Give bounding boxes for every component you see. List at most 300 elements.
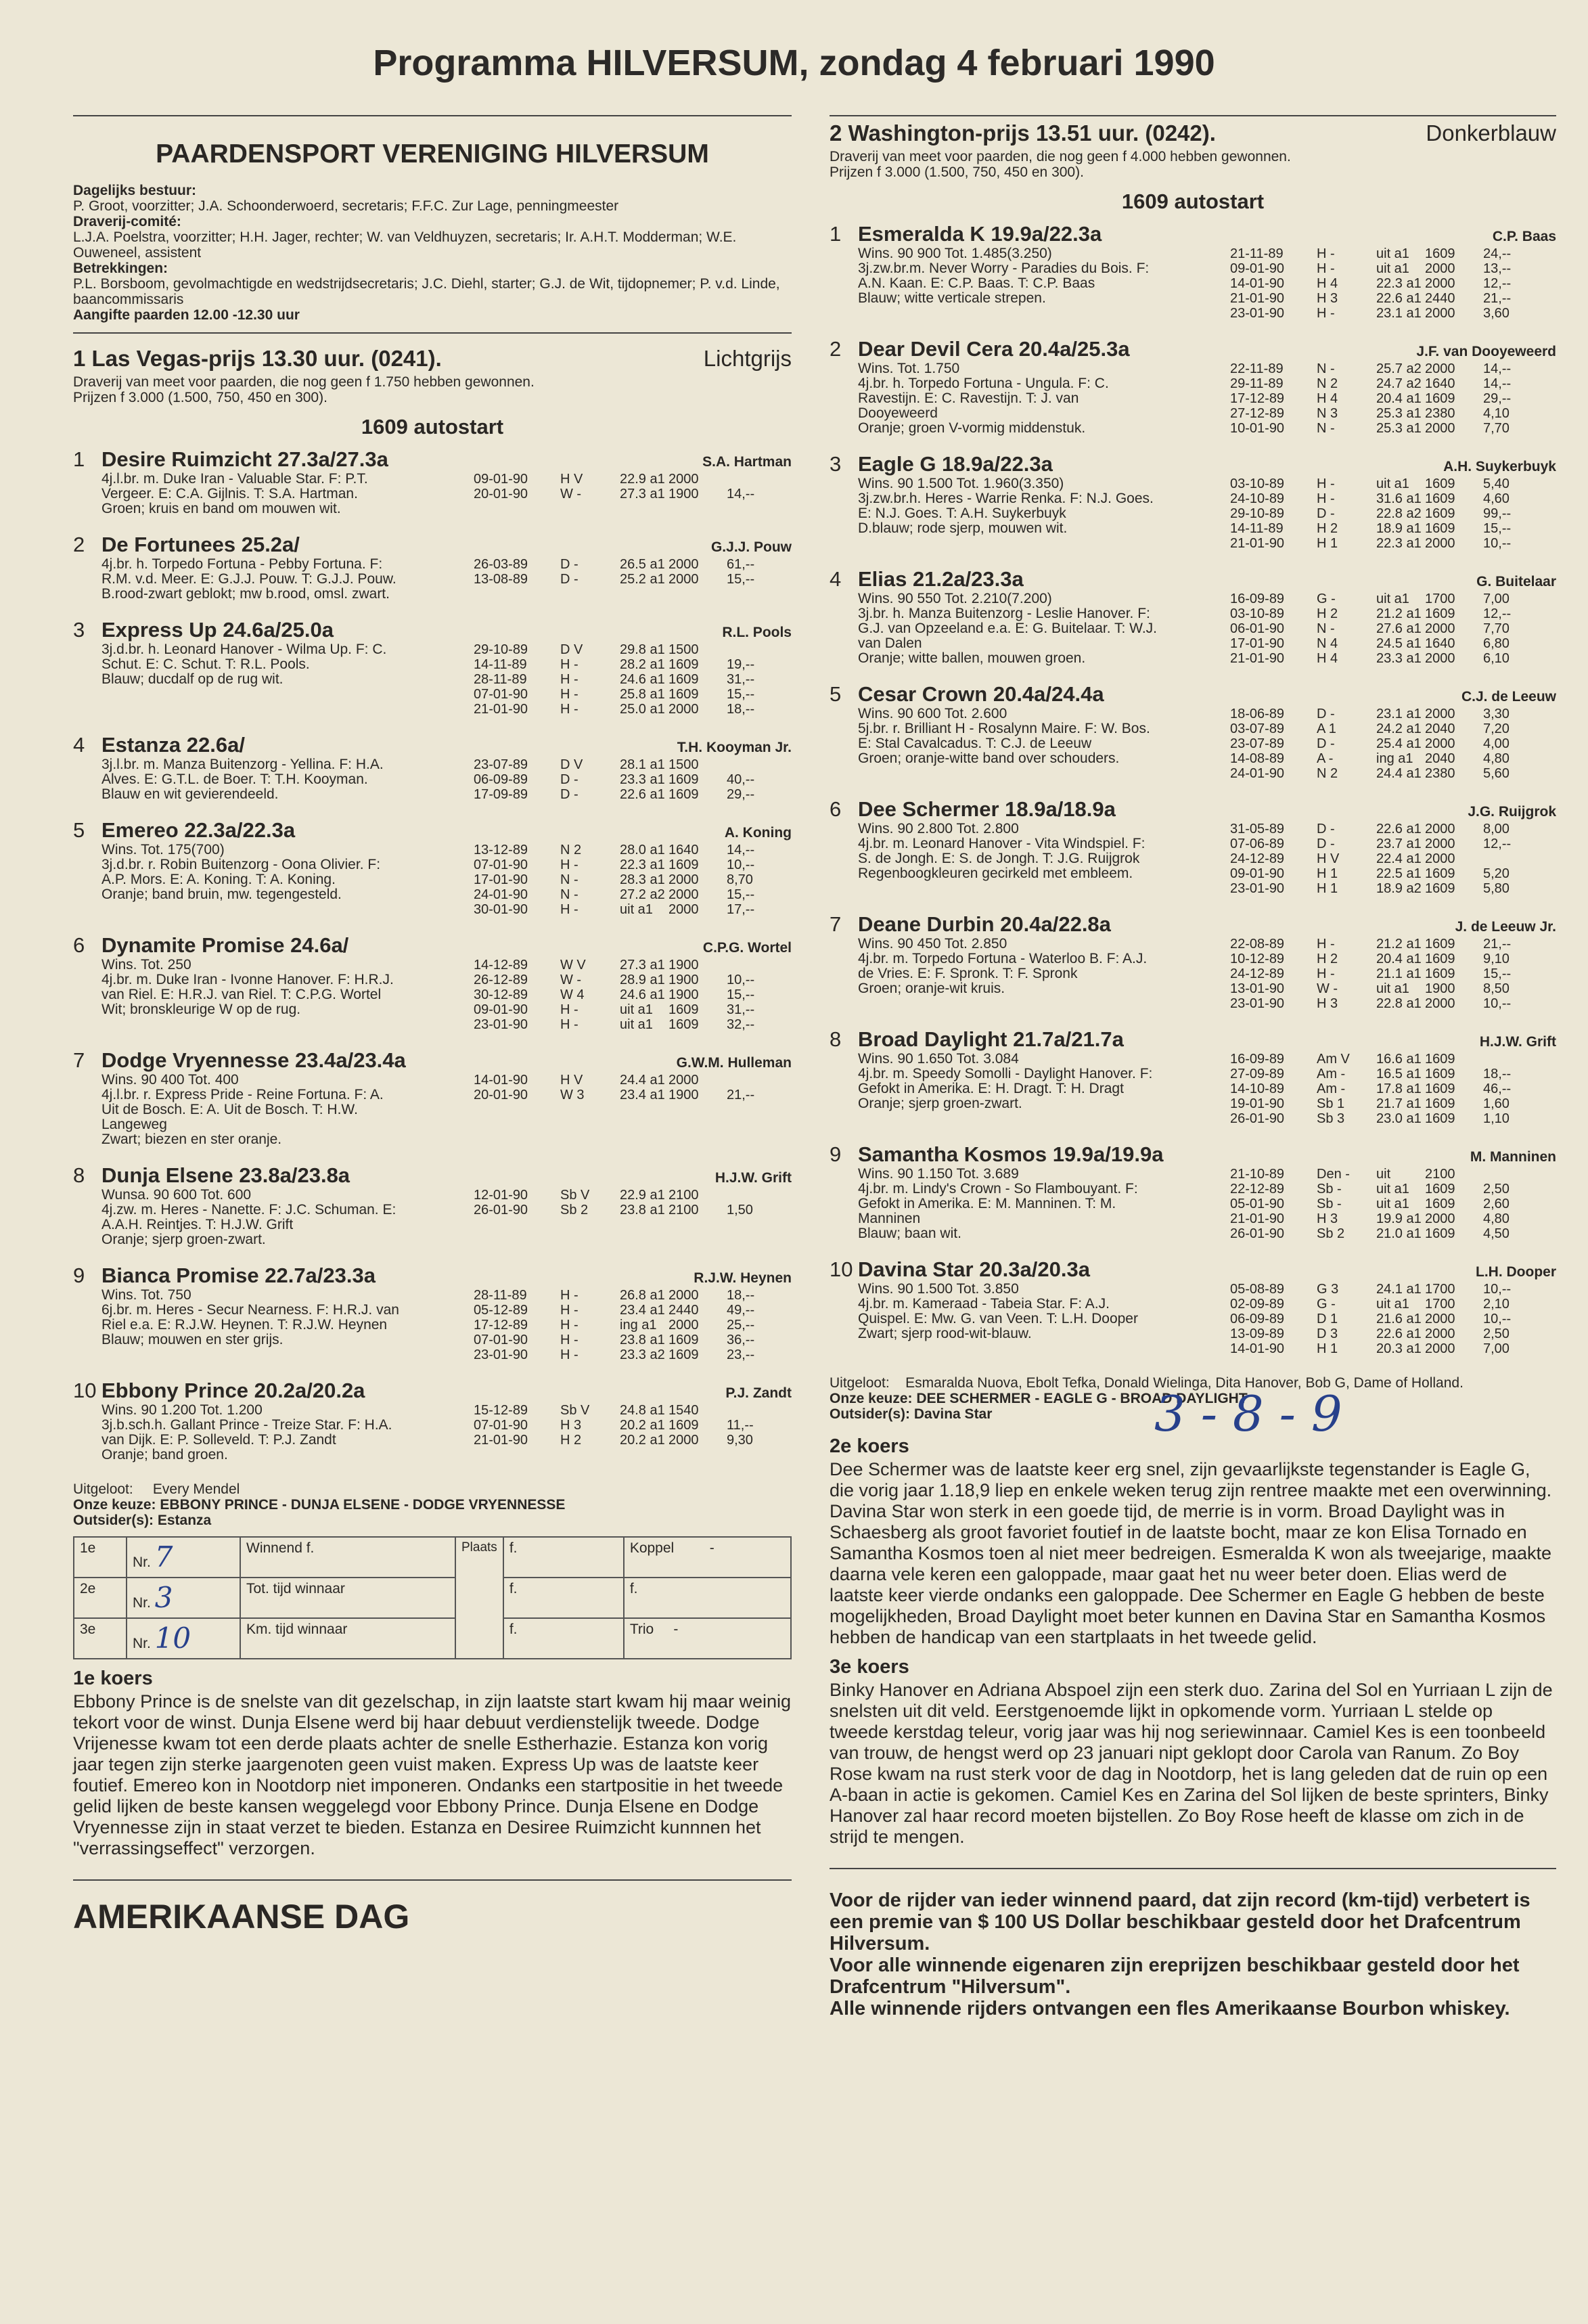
horse-info-line: 4j.l.br. m. Duke Iran - Valuable Star. F: P.T. bbox=[101, 472, 368, 487]
result-cell: 2000 bbox=[668, 1318, 699, 1333]
horse-info bbox=[858, 361, 1230, 436]
result-cell: H - bbox=[1317, 306, 1335, 321]
result-cell: 1609 bbox=[1425, 1067, 1455, 1081]
horse-info bbox=[858, 937, 1230, 1011]
result-cell: 23.8 a1 bbox=[620, 1333, 665, 1347]
result-cell: 1609 bbox=[1425, 966, 1455, 981]
result-row bbox=[474, 857, 792, 872]
result-cell: 03-10-89 bbox=[1230, 476, 1285, 491]
horse-info-line: 4j.zw. m. Heres - Nanette. F: J.C. Schuman. E: bbox=[101, 1203, 396, 1217]
result-cell: 19-01-90 bbox=[1230, 1096, 1285, 1111]
result-cell bbox=[1355, 981, 1376, 996]
result-cell: uit a1 bbox=[620, 1002, 653, 1017]
result-cell bbox=[1355, 751, 1376, 766]
result-cell: 23.0 a1 bbox=[1376, 1111, 1422, 1126]
horse-results bbox=[1230, 707, 1556, 781]
result-cell: 22-11-89 bbox=[1230, 361, 1284, 376]
amerikaanse-dag: AMERIKAANSE DAG bbox=[73, 1898, 410, 1936]
result-cell: 26.5 a1 bbox=[620, 557, 665, 572]
result-cell: 36,-- bbox=[727, 1333, 755, 1347]
result-cell: uit a1 bbox=[1376, 1297, 1409, 1312]
result-cell: H - bbox=[560, 1288, 579, 1303]
result-cell: 1500 bbox=[668, 642, 699, 657]
result-cell: 27.2 a2 bbox=[620, 887, 665, 902]
result-cell bbox=[1355, 491, 1376, 506]
result-cell: 1,60 bbox=[1483, 1096, 1510, 1111]
horse-name: Eagle G 18.9a/22.3a bbox=[858, 452, 1053, 476]
result-row bbox=[1230, 476, 1556, 491]
result-row bbox=[1230, 491, 1556, 506]
result-cell bbox=[1355, 721, 1376, 736]
horse-number: 4 bbox=[73, 733, 85, 757]
result-cell: 14-10-89 bbox=[1230, 1081, 1285, 1096]
result-cell: 28-11-89 bbox=[474, 1288, 527, 1303]
race2-footer bbox=[830, 1375, 1556, 1442]
horse-info bbox=[101, 958, 474, 1032]
result-cell: 17-12-89 bbox=[474, 1318, 528, 1333]
result-cell bbox=[1355, 1211, 1376, 1226]
result-cell: 1609 bbox=[668, 657, 699, 672]
result-cell: Sb - bbox=[1317, 1197, 1342, 1211]
result-cell: 2000 bbox=[668, 472, 699, 487]
result-cell: D - bbox=[1317, 736, 1335, 751]
result-cell: 2000 bbox=[668, 1073, 699, 1088]
result-cell: 14-11-89 bbox=[1230, 521, 1284, 536]
result-cell: 16.6 a1 bbox=[1376, 1052, 1422, 1067]
result-cell: 1900 bbox=[668, 1088, 699, 1102]
result-cell: 14,-- bbox=[1483, 376, 1512, 391]
horse-info-line: van Riel. E: H.R.J. van Riel. T: C.P.G. Wortel bbox=[101, 987, 382, 1002]
result-cell: 12,-- bbox=[1483, 606, 1512, 621]
result-cell: 1609 bbox=[1425, 1197, 1455, 1211]
horse-info-line: Wins. 90 450 Tot. 2.850 bbox=[858, 937, 1007, 952]
result-cell: 1609 bbox=[1425, 1226, 1455, 1241]
horse-header bbox=[73, 818, 792, 843]
result-cell: H 2 bbox=[1317, 606, 1338, 621]
result-row bbox=[1230, 291, 1556, 306]
bet-rank: 1e bbox=[74, 1537, 127, 1578]
result-cell: 24.2 a1 bbox=[1376, 721, 1422, 736]
result-cell: 18-06-89 bbox=[1230, 707, 1285, 721]
horse-info-line: Wins. 90 900 Tot. 1.485(3.250) bbox=[858, 246, 1052, 261]
horse-info-line: B.rood-zwart geblokt; mw b.rood, omsl. zwart. bbox=[101, 587, 390, 602]
result-cell: 46,-- bbox=[1483, 1081, 1512, 1096]
result-cell bbox=[598, 472, 620, 487]
result-cell: 21.6 a1 bbox=[1376, 1312, 1422, 1326]
result-row bbox=[1230, 1297, 1556, 1312]
result-row bbox=[1230, 721, 1556, 736]
horse-entry bbox=[73, 1163, 792, 1261]
result-cell: 26-01-90 bbox=[1230, 1111, 1285, 1126]
result-cell: 25.2 a1 bbox=[620, 572, 665, 587]
result-cell: 17-01-90 bbox=[1230, 636, 1285, 651]
result-cell: D - bbox=[1317, 506, 1335, 521]
result-cell: 2,10 bbox=[1483, 1297, 1510, 1312]
result-row bbox=[474, 557, 792, 572]
result-cell: 11,-- bbox=[727, 1418, 754, 1433]
result-cell: H 1 bbox=[1317, 536, 1338, 551]
result-cell bbox=[1355, 881, 1376, 896]
result-cell: uit a1 bbox=[1376, 476, 1409, 491]
result-cell: 23,-- bbox=[727, 1347, 755, 1362]
nr-label: Nr. bbox=[133, 1555, 151, 1570]
result-cell: 4,80 bbox=[1483, 1211, 1510, 1226]
result-cell: 16.5 a1 bbox=[1376, 1067, 1422, 1081]
result-cell: 2,60 bbox=[1483, 1197, 1510, 1211]
result-cell: 09-01-90 bbox=[474, 1002, 528, 1017]
race2-desc-line: Prijzen f 3.000 (1.500, 750, 450 en 300). bbox=[830, 164, 1084, 180]
horse-info-line: 3j.l.br. m. Manza Buitenzorg - Yellina. F: H.A. bbox=[101, 757, 384, 772]
horse-header bbox=[73, 533, 792, 557]
result-cell: 1609 bbox=[668, 1347, 699, 1362]
horse-number: 4 bbox=[830, 567, 842, 591]
result-cell: W V bbox=[560, 958, 586, 973]
result-cell bbox=[727, 1188, 774, 1203]
result-cell bbox=[1355, 1226, 1376, 1241]
horse-header bbox=[830, 1027, 1556, 1052]
result-cell bbox=[1355, 261, 1376, 276]
result-cell: 21-01-90 bbox=[1230, 536, 1285, 551]
result-cell: 22-12-89 bbox=[1230, 1182, 1285, 1197]
horse-results bbox=[474, 757, 792, 802]
koers2-text: Dee Schermer was de laatste keer erg snel, zijn gevaarlijkste tegenstander is Eagle G, die vorig jaar 1.18,9 liep en enkele weken terug zijn rentree maakte met een overwinning. Davina Star won sterk in een goede tijd, de merrie is in vorm. Broad Daylight was in Schaesberg als groot favoriet foutief in de laatste bocht, maar ze kon Elisa Tornado en Samantha Kosmos toen al niet meer bedreigen. Esmeralda K won als tweejarige, maakte daarna vele keren een galoppade, maar gaat het nu weer beter doen. Elias werd de laatste keer vierde ondanks een galoppade. Dee Schermer en Eagle G hebben de beste mogelijkheden, Broad Daylight moet beter kunnen en Davina Star en Samantha Kosmos hebben de handicap van een startplaats in het tweede gelid. bbox=[830, 1459, 1552, 1647]
result-cell: D V bbox=[560, 757, 583, 772]
dash: - bbox=[709, 1540, 714, 1556]
result-cell: 2000 bbox=[668, 557, 699, 572]
result-cell: Den - bbox=[1317, 1167, 1350, 1182]
result-cell: 16-09-89 bbox=[1230, 591, 1285, 606]
horse-trainer: L.H. Dooper bbox=[1476, 1264, 1556, 1280]
result-cell: 32,-- bbox=[727, 1017, 755, 1032]
bestuur: P. Groot, voorzitter; J.A. Schoonderwoerd, secretaris; F.F.C. Zur Lage, penningmeester bbox=[73, 198, 619, 214]
result-cell: 1609 bbox=[1425, 1096, 1455, 1111]
left-column bbox=[73, 115, 792, 1936]
result-cell: 26-01-90 bbox=[474, 1203, 528, 1217]
koers1-text: Ebbony Prince is de snelste van dit gezelschap, in zijn laatste start kwam hij maar weinig tekort voor de winst. Dunja Elsene werd bij haar debuut verdienstelijk tweede. Dodge Vrijenesse kwam tot een derde plaats achter de snelle Estherhazie. Estanza kon vorig jaar tegen zijn sterke jaargenoten geen vuist maken. Express Up was de laatste keer foutief. Emereo kon in Nootdorp niet imponeren. Ondanks een startpositie in het tweede gelid lijken de beste kansen weggelegd voor Ebbony Prince. Dunja Elsene en Dodge Vryennesse zijn in staat verzet te bieden. Estanza en Desiree Ruimzicht kunnnen het "verrassingseffect" verzorgen. bbox=[73, 1691, 792, 1858]
koers1-title: 1e koers bbox=[73, 1668, 153, 1689]
result-cell: 2,50 bbox=[1483, 1182, 1510, 1197]
result-cell: 22.6 a1 bbox=[1376, 1326, 1422, 1341]
result-cell bbox=[598, 1203, 620, 1217]
result-cell: 10,-- bbox=[727, 857, 755, 872]
result-row bbox=[1230, 1282, 1556, 1297]
result-cell: Sb 2 bbox=[1317, 1226, 1345, 1241]
horse-info-line: Ravestijn. E: C. Ravestijn. T: J. van bbox=[858, 391, 1079, 406]
result-cell: uit a1 bbox=[1376, 1182, 1409, 1197]
result-cell: 1609 bbox=[1425, 606, 1455, 621]
result-cell: 15,-- bbox=[1483, 521, 1512, 536]
result-cell: 2100 bbox=[668, 1188, 699, 1203]
horse-info-line: 4j.br. m. Torpedo Fortuna - Waterloo B. F: A.J. bbox=[858, 952, 1148, 966]
horse-info-line: Blauw; witte verticale strepen. bbox=[858, 291, 1046, 306]
result-cell bbox=[598, 1318, 620, 1333]
comite-label: Draverij-comité: bbox=[73, 214, 181, 229]
result-cell: 14-11-89 bbox=[474, 657, 527, 672]
horse-trainer: H.J.W. Grift bbox=[714, 1170, 792, 1186]
result-cell: 23-01-90 bbox=[474, 1347, 528, 1362]
result-cell bbox=[598, 1073, 620, 1088]
horse-entry bbox=[830, 1257, 1556, 1370]
result-row bbox=[1230, 276, 1556, 291]
result-cell: 1700 bbox=[1425, 1297, 1455, 1312]
result-cell bbox=[1355, 591, 1376, 606]
result-cell bbox=[1355, 952, 1376, 966]
result-cell: 24-01-90 bbox=[1230, 766, 1285, 781]
result-cell: 24.6 a1 bbox=[620, 987, 665, 1002]
result-cell: 20.4 a1 bbox=[1376, 952, 1422, 966]
result-cell: 13-08-89 bbox=[474, 572, 528, 587]
result-cell: 1609 bbox=[668, 787, 699, 802]
result-cell: 1900 bbox=[668, 973, 699, 987]
winnend-label: Winnend f. bbox=[240, 1537, 455, 1578]
result-cell: 27.3 a1 bbox=[620, 958, 665, 973]
outsider-label: Outsider(s): bbox=[73, 1513, 154, 1528]
koers3-title: 3e koers bbox=[830, 1656, 909, 1678]
result-cell: H - bbox=[560, 1333, 579, 1347]
result-cell: Am - bbox=[1317, 1067, 1346, 1081]
result-row bbox=[474, 772, 792, 787]
result-row bbox=[474, 1333, 792, 1347]
result-cell bbox=[598, 487, 620, 501]
horse-info-line: R.M. v.d. Meer. E: G.J.J. Pouw. T: G.J.J. Pouw. bbox=[101, 572, 396, 587]
result-cell bbox=[598, 757, 620, 772]
horse-header bbox=[73, 1264, 792, 1288]
result-cell: 13-01-90 bbox=[1230, 981, 1285, 996]
horse-info-line: Blauw en wit gevierendeeld. bbox=[101, 787, 279, 802]
result-cell bbox=[1355, 937, 1376, 952]
result-cell: 10,-- bbox=[1483, 1282, 1512, 1297]
result-cell: 23.8 a1 bbox=[620, 1203, 665, 1217]
race2-name: 2 Washington-prijs 13.51 uur. (0242). bbox=[830, 120, 1216, 146]
result-cell bbox=[598, 1288, 620, 1303]
horse-entry bbox=[73, 1379, 792, 1476]
horse-results bbox=[474, 642, 792, 717]
horse-info-line: Blauw; ducdalf op de rug wit. bbox=[101, 672, 283, 687]
result-cell bbox=[1355, 996, 1376, 1011]
result-cell: 1609 bbox=[1425, 491, 1455, 506]
horse-info bbox=[858, 1167, 1230, 1241]
horse-info-line: Dooyeweerd bbox=[858, 406, 938, 421]
result-cell: 22.6 a1 bbox=[620, 787, 665, 802]
horse-header bbox=[73, 1379, 792, 1403]
result-cell: Am - bbox=[1317, 1081, 1346, 1096]
result-cell: 29,-- bbox=[1483, 391, 1512, 406]
result-cell: 1609 bbox=[1425, 1052, 1455, 1067]
result-cell: 26.8 a1 bbox=[620, 1288, 665, 1303]
result-row bbox=[474, 987, 792, 1002]
horse-info-line: Langeweg bbox=[101, 1117, 167, 1132]
result-cell: Am V bbox=[1317, 1052, 1350, 1067]
result-cell: 31.6 a1 bbox=[1376, 491, 1422, 506]
f-label: f. bbox=[503, 1578, 624, 1618]
result-cell: 21-01-90 bbox=[1230, 1211, 1285, 1226]
horse-header bbox=[830, 222, 1556, 246]
horse-info-line: Zwart; biezen en ster oranje. bbox=[101, 1132, 282, 1147]
result-cell: 1900 bbox=[1425, 981, 1455, 996]
horse-header bbox=[830, 912, 1556, 937]
result-cell: H - bbox=[560, 857, 579, 872]
result-cell: 5,80 bbox=[1483, 881, 1510, 896]
result-cell bbox=[1355, 476, 1376, 491]
result-row bbox=[474, 1303, 792, 1318]
result-cell: G 3 bbox=[1317, 1282, 1339, 1297]
result-row bbox=[1230, 1197, 1556, 1211]
result-cell: 24-12-89 bbox=[1230, 966, 1285, 981]
result-cell: 24-10-89 bbox=[1230, 491, 1285, 506]
result-cell bbox=[1355, 1326, 1376, 1341]
result-row bbox=[1230, 851, 1556, 866]
result-cell: H 4 bbox=[1317, 276, 1338, 291]
result-cell: 14-12-89 bbox=[474, 958, 528, 973]
promo-line: Voor de rijder van ieder winnend paard, dat zijn record (km-tijd) verbetert is een premie van $ 100 US Dollar beschikbaar gesteld door het Drafcentrum Hilversum. bbox=[830, 1890, 1530, 1954]
result-cell: 21.2 a1 bbox=[1376, 606, 1422, 621]
result-cell: 16-09-89 bbox=[1230, 1052, 1285, 1067]
race2-color: Donkerblauw bbox=[1426, 120, 1556, 146]
result-cell: 8,00 bbox=[1483, 822, 1510, 836]
result-cell: 2000 bbox=[668, 572, 699, 587]
result-row bbox=[474, 1418, 792, 1433]
result-cell: 21.0 a1 bbox=[1376, 1226, 1422, 1241]
horse-results bbox=[474, 1073, 792, 1147]
result-cell bbox=[727, 472, 774, 487]
result-cell: 15,-- bbox=[727, 572, 755, 587]
keuze: DEE SCHERMER - EAGLE G - BROAD DAYLIGHT bbox=[916, 1391, 1248, 1406]
result-cell: 2040 bbox=[1425, 751, 1455, 766]
horse-header bbox=[830, 567, 1556, 591]
result-row bbox=[1230, 707, 1556, 721]
result-cell: 02-09-89 bbox=[1230, 1297, 1285, 1312]
result-cell: 25.3 a1 bbox=[1376, 421, 1422, 436]
horse-number: 7 bbox=[73, 1048, 85, 1072]
horse-results bbox=[474, 843, 792, 917]
horse-info-line: Wins. 90 1.500 Tot. 3.850 bbox=[858, 1282, 1019, 1297]
result-cell bbox=[1355, 376, 1376, 391]
result-cell bbox=[598, 1418, 620, 1433]
result-cell: 22.8 a2 bbox=[1376, 506, 1422, 521]
result-cell: A - bbox=[1317, 751, 1334, 766]
result-cell: 29-10-89 bbox=[474, 642, 528, 657]
result-cell: 7,20 bbox=[1483, 721, 1510, 736]
result-cell: 2000 bbox=[668, 887, 699, 902]
horse-info bbox=[858, 1282, 1230, 1356]
result-cell: 27.6 a1 bbox=[1376, 621, 1422, 636]
horse-header bbox=[73, 1048, 792, 1073]
horse-info-line: Gefokt in Amerika. E: H. Dragt. T: H. Dragt bbox=[858, 1081, 1124, 1096]
result-cell: N 2 bbox=[1317, 376, 1338, 391]
result-cell: 21,-- bbox=[1483, 291, 1512, 306]
horse-number: 2 bbox=[73, 533, 85, 556]
result-cell: 2000 bbox=[1425, 836, 1455, 851]
result-cell: uit a1 bbox=[1376, 591, 1409, 606]
horse-info-line: Wins. Tot. 175(700) bbox=[101, 843, 225, 857]
horse-info-line: Zwart; sjerp rood-wit-blauw. bbox=[858, 1326, 1032, 1341]
horse-info-line: Wins. Tot. 750 bbox=[101, 1288, 191, 1303]
horse-name: Esmeralda K 19.9a/22.3a bbox=[858, 222, 1102, 246]
result-cell bbox=[1355, 606, 1376, 621]
result-cell bbox=[598, 572, 620, 587]
result-cell: 1900 bbox=[668, 958, 699, 973]
result-row bbox=[474, 1203, 792, 1217]
result-cell: 29-10-89 bbox=[1230, 506, 1285, 521]
horse-header bbox=[73, 447, 792, 472]
result-cell bbox=[598, 872, 620, 887]
result-cell: 21.2 a1 bbox=[1376, 937, 1422, 952]
result-cell: 23-07-89 bbox=[1230, 736, 1285, 751]
result-row bbox=[1230, 952, 1556, 966]
result-cell: Sb V bbox=[560, 1403, 590, 1418]
result-row bbox=[474, 572, 792, 587]
plaats-label: Plaats bbox=[455, 1537, 503, 1659]
horse-name: De Fortunees 25.2a/ bbox=[101, 533, 300, 556]
result-cell: 1640 bbox=[668, 843, 699, 857]
result-cell: 07-01-90 bbox=[474, 857, 528, 872]
result-cell: 07-01-90 bbox=[474, 1418, 528, 1433]
result-cell bbox=[1355, 1341, 1376, 1356]
horse-number: 6 bbox=[73, 933, 85, 957]
result-cell: 4,50 bbox=[1483, 1226, 1510, 1241]
result-cell: 8,50 bbox=[1483, 981, 1510, 996]
result-cell: 25.8 a1 bbox=[620, 687, 665, 702]
horse-info bbox=[101, 1288, 474, 1362]
horse-info-line: Quispel. E: Mw. G. van Veen. T: L.H. Dooper bbox=[858, 1312, 1138, 1326]
result-cell bbox=[727, 1073, 774, 1088]
result-cell: 10-01-90 bbox=[1230, 421, 1285, 436]
horse-info-line: 3j.zw.br.m. Never Worry - Paradies du Bois. F: bbox=[858, 261, 1150, 276]
result-row bbox=[474, 672, 792, 687]
result-cell: 2000 bbox=[1425, 1312, 1455, 1326]
horse-header bbox=[73, 733, 792, 757]
horse-results bbox=[1230, 591, 1556, 666]
result-cell: 40,-- bbox=[727, 772, 755, 787]
result-cell: 2000 bbox=[1425, 736, 1455, 751]
result-cell: 2000 bbox=[1425, 1326, 1455, 1341]
result-cell: 24.7 a2 bbox=[1376, 376, 1422, 391]
result-cell: 05-01-90 bbox=[1230, 1197, 1285, 1211]
result-row bbox=[1230, 822, 1556, 836]
result-cell: 22.4 a1 bbox=[1376, 851, 1422, 866]
betrekkingen: P.L. Borsboom, gevolmachtigde en wedstrijdsecretaris; J.C. Diehl, starter; G.J. de Wit, tijdopnemer; P. v.d. Linde, baancommissaris bbox=[73, 276, 780, 307]
result-cell: H 1 bbox=[1317, 881, 1338, 896]
result-cell: 1,50 bbox=[727, 1203, 753, 1217]
horse-results bbox=[1230, 1052, 1556, 1126]
horse-name: Elias 21.2a/23.3a bbox=[858, 567, 1024, 591]
result-cell: 12,-- bbox=[1483, 836, 1512, 851]
result-cell: 31,-- bbox=[727, 1002, 755, 1017]
divider bbox=[830, 115, 1556, 116]
bestuur-label: Dagelijks bestuur: bbox=[73, 183, 197, 198]
result-cell: D 1 bbox=[1317, 1312, 1338, 1326]
result-cell: 1609 bbox=[668, 857, 699, 872]
result-cell: 2000 bbox=[1425, 1211, 1455, 1226]
f-label: f. bbox=[503, 1618, 624, 1659]
result-cell: 1609 bbox=[668, 687, 699, 702]
result-cell: 2380 bbox=[1425, 766, 1455, 781]
horse-trainer: A.H. Suykerbuyk bbox=[1443, 459, 1556, 474]
result-cell bbox=[1355, 1067, 1376, 1081]
result-cell: 24-12-89 bbox=[1230, 851, 1285, 866]
horse-name: Dynamite Promise 24.6a/ bbox=[101, 933, 349, 957]
result-cell bbox=[598, 1088, 620, 1102]
result-cell: 28.1 a1 bbox=[620, 757, 665, 772]
horse-header bbox=[830, 1142, 1556, 1167]
result-cell bbox=[1355, 866, 1376, 881]
horse-info-line: Blauw; mouwen en ster grijs. bbox=[101, 1333, 283, 1347]
horse-info-line: Wins. Tot. 250 bbox=[101, 958, 191, 973]
result-cell bbox=[1355, 536, 1376, 551]
horse-info-line: Oranje; sjerp groen-zwart. bbox=[858, 1096, 1022, 1111]
result-cell bbox=[1355, 406, 1376, 421]
result-cell bbox=[598, 772, 620, 787]
